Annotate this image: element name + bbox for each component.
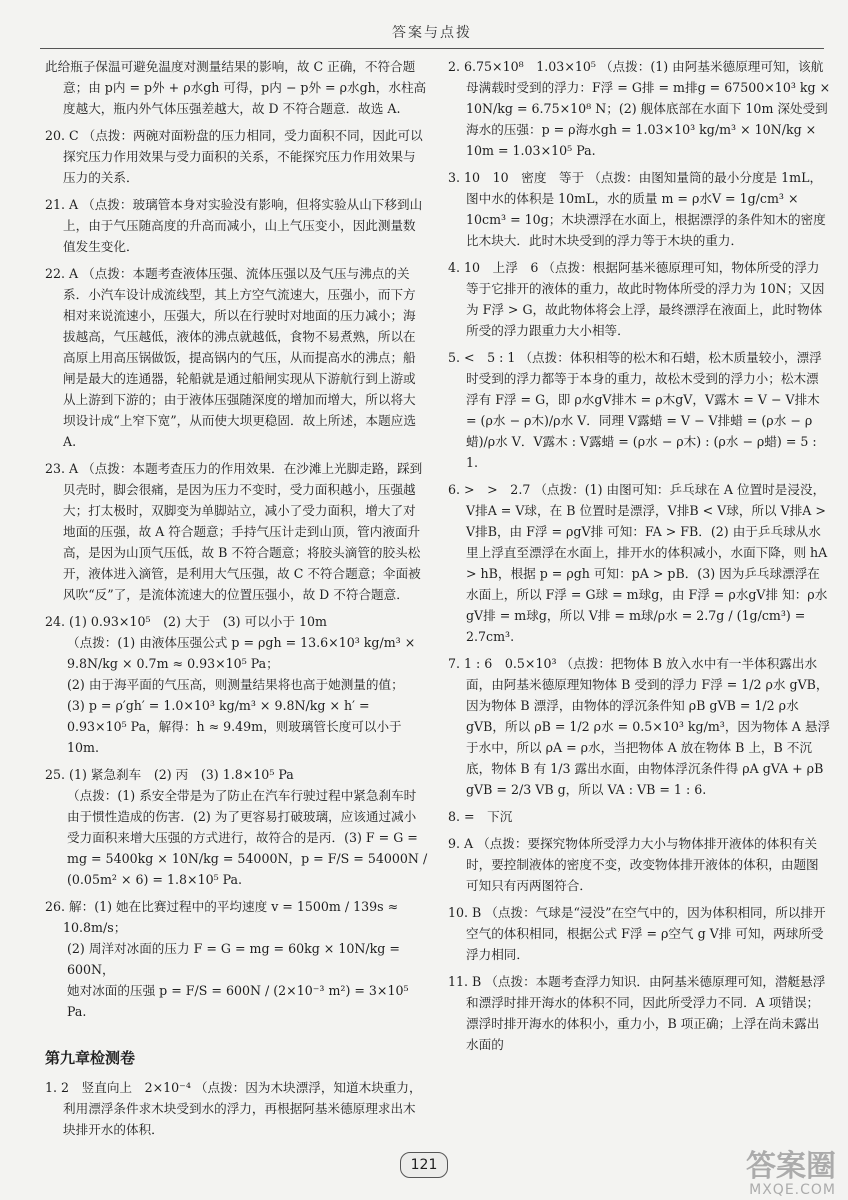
answer-explanation: (2) 由于海平面的气压高，则测量结果将也高于她测量的值；	[67, 677, 404, 692]
answer-explanation: （点拨：(1) 由液体压强公式 p = ρgh = 13.6×10³ kg/m³ × 9.8N/kg × 0.7m ≈ 0.93×10⁵ Pa；	[67, 635, 416, 671]
watermark-logo	[746, 1149, 836, 1198]
right-answer-list	[448, 56, 831, 1055]
answer-text: 3. 10 10 密度 等于 （点拨：由图知量筒的最小分度是 1mL，图中水的体积是 10mL，水的质量 m = ρ水V = 1g/cm³ × 10cm³ = 10g；木块漂浮在水面上，根据漂浮的条件知木的密度比木块大．此时木块受到的浮力等于木块的重力．	[448, 170, 826, 248]
watermark-text: 答案圈	[746, 1149, 836, 1184]
answer-item	[448, 167, 831, 251]
answer-item	[448, 257, 831, 341]
answer-text: 7. 1 : 6 0.5×10³ （点拨：把物体 B 放入水中有一半体积露出水面，由阿基米德原理知物体 B 受到的浮力 F浮 = 1/2 ρ水 gVB，因为物体 B 漂浮，由物体的浮沉条件知 ρB gVB = 1/2 ρ水 gVB，所以 ρB = 1/2 ρ水 = 0.5×10³ kg/m³，因为物体 A 悬浮于水中，所以 ρA = ρ水，当把物体 A 放在物体 B 上，B 不沉底，物体 B 有 1/3 露出水面，由物体浮沉条件得 ρA gVA + ρB gVB = 2/3 VB g，所以 VA : VB = 1 : 6.	[448, 656, 831, 797]
answer-item	[45, 896, 428, 1022]
answer-text: 26. 解：(1) 她在比赛过程中的平均速度 v = 1500m / 139s ≈ 10.8m/s；	[45, 899, 399, 935]
left-column	[45, 56, 428, 1146]
answer-text: 此给瓶子保温可避免温度对测量结果的影响，故 C 正确，不符合题意；由 p内 = p外 + ρ水gh 可得，p内 − p外 = ρ水gh，水柱高度越大，瓶内外气体压强差越大，故 D 不符合题意．故选 A.	[45, 59, 427, 116]
page-number: 121	[400, 1152, 449, 1178]
answer-item	[45, 125, 428, 188]
answer-text: 25. (1) 紧急刹车 (2) 丙 (3) 1.8×10⁵ Pa	[45, 767, 294, 782]
answer-text: 5. < 5 : 1 （点拨：体积相等的松木和石蜡，松木质量较小，漂浮时受到的浮力都等于本身的重力，故松木受到的浮力小；松木漂浮有 F浮 = G，即 ρ水gV排木 = ρ木gV，V露木 = V − V排木 = (ρ水 − ρ木)/ρ水 V．同理 V露蜡 = V − V排蜡 = (ρ水 − ρ蜡)/ρ水 V．V露木 : V露蜡 = (ρ水 − ρ木) : (ρ水 − ρ蜡) = 5 : 1.	[448, 350, 822, 470]
answer-text: 9. A （点拨：要探究物体所受浮力大小与物体排开液体的体积有关时，要控制液体的密度不变，改变物体排开液体的体积，由题图可知只有丙两图符合．	[448, 836, 819, 893]
watermark-url: MXQE.COM	[749, 1182, 836, 1198]
answer-item	[448, 902, 831, 965]
answer-text: 24. (1) 0.93×10⁵ (2) 大于 (3) 可以小于 10m	[45, 614, 327, 629]
answer-explanation: (2) 周洋对冰面的压力 F = G = mg = 60kg × 10N/kg = 600N，	[67, 941, 400, 977]
answer-text: 2. 6.75×10⁸ 1.03×10⁵ （点拨：(1) 由阿基米德原理可知，该航母满载时受到的浮力：F浮 = G排 = m排g = 67500×10³ kg × 10N/kg = 6.75×10⁸ N；(2) 舰体底部在水面下 10m 深处受到海水的压强：p = ρ海水gh = 1.03×10³ kg/m³ × 10N/kg × 10m = 1.03×10⁵ Pa.	[448, 59, 831, 158]
answer-text: 20. C （点拨：两碗对面粉盘的压力相同，受力面积不同，因此可以探究压力作用效果与受力面积的关系，不能探究压力作用效果与压力的关系．	[45, 128, 423, 185]
answer-text: 22. A （点拨：本题考查液体压强、流体压强以及气压与沸点的关系．小汽车设计成流线型，其上方空气流速大，压强小，而下方相对来说流速小，压强大，所以在行驶时对地面的压力减小；海拔越高，气压越低，液体的沸点就越低，食物不易煮熟，所以在高原上用高压锅做饭，提高锅内的气压，从而提高水的沸点；船闸是最大的连通器，轮船就是通过船闸实现从下游航行到上游或从上游到下游的；由于液体压强随深度的增加而增大，所以将大坝设计成“上窄下宽”，从而使大坝更稳固．故上所述，本题应选 A.	[45, 266, 416, 449]
answer-explanation: 她对冰面的压强 p = F/S = 600N / (2×10⁻³ m²) = 3×10⁵ Pa.	[67, 983, 409, 1019]
answer-item	[448, 806, 831, 827]
answer-item	[45, 458, 428, 605]
answer-item	[45, 56, 428, 119]
answer-text: 21. A （点拨：玻璃管本身对实验没有影响，但将实验从山下移到山上，由于气压随高度的升高而减小，山上气压变小，因此测量数值发生变化．	[45, 197, 423, 254]
answer-text: 1. 2 竖直向上 2×10⁻⁴ （点拨：因为木块漂浮，知道木块重力，利用漂浮条件求木块受到水的浮力，再根据阿基米德原理求出木块排开水的体积．	[45, 1080, 422, 1137]
answer-item	[448, 833, 831, 896]
answer-text: 6. > > 2.7 （点拨：(1) 由图可知：乒乓球在 A 位置时是浸没，V排A = V球，在 B 位置时是漂浮，V排B < V球，所以 V排A > V排B，由 F浮 = ρgV排 可知：FA > FB．(2) 由于乒乓球从水里上浮直至漂浮在水面上，排开水的体积减小，水面下降，则 hA > hB，根据 p = ρgh 可知：pA > pB．(3) 因为乒乓球漂浮在水面上，所以 F浮 = G球 = m球g，由 F浮 = ρ水gV排 知：ρ水gV排 = m球g，所以 V排 = m球/ρ水 = 2.7g / (1g/cm³) = 2.7cm³.	[448, 482, 828, 644]
header-title: 答案与点拨	[392, 25, 472, 41]
answer-explanation: (3) p = ρ′gh′ = 1.0×10³ kg/m³ × 9.8N/kg × h′ = 0.93×10⁵ Pa，解得：h ≈ 9.49m，则玻璃管长度可以小于 10m.	[67, 698, 402, 755]
chapter9-answer-list	[45, 1077, 428, 1140]
answer-item	[448, 971, 831, 1055]
answer-item	[45, 194, 428, 257]
section-title: 第九章检测卷	[45, 1049, 136, 1067]
page-footer	[0, 1152, 848, 1178]
answer-text: 23. A （点拨：本题考查压力的作用效果．在沙滩上光脚走路，踩到贝壳时，脚会很痛，是因为压力不变时，受力面积越小，压强越大；打太极时，双脚变为单脚站立，减小了受力面积，增大了对地面的压强，故 A 符合题意；手持气压计走到山顶，管内液面升高，是因为山顶气压低，故 B 不符合题意；将胶头滴管的胶头松开，液体进入滴管，是利用大气压强，故 C 不符合题意；伞面被风吹“反”了，是流体流速大的位置压强小，故 D 不符合题意．	[45, 461, 423, 602]
answer-text: 4. 10 上浮 6 （点拨：根据阿基米德原理可知，物体所受的浮力等于它排开的液体的重力，故此时物体所受的浮力为 10N；又因为 F浮 > G，故此物体将会上浮，最终漂浮在液面上，此时物体所受的浮力跟重力大小相等．	[448, 260, 825, 338]
answer-text: 11. B （点拨：本题考查浮力知识．由阿基米德原理可知，潜艇悬浮和漂浮时排开海水的体积不同，因此所受浮力不同．A 项错误；漂浮时排开海水的体积小，重力小，B 项正确；上浮在尚未露出水面的	[448, 974, 826, 1052]
answer-text: 8. = 下沉	[448, 809, 513, 824]
answer-text: 10. B （点拨：气球是“浸没”在空气中的，因为体积相同，所以排开空气的体积相同，根据公式 F浮 = ρ空气 g V排 可知，两球所受浮力相同．	[448, 905, 826, 962]
right-column	[448, 56, 831, 1061]
answer-item	[45, 764, 428, 890]
answer-item	[448, 479, 831, 647]
page-header	[40, 22, 824, 49]
answer-explanation: （点拨：(1) 系安全带是为了防止在汽车行驶过程中紧急刹车时由于惯性造成的伤害．(2) 为了更容易打破玻璃，应该通过减小受力面积来增大压强的方式进行，故符合的是丙．(3) F = G = mg = 5400kg × 10N/kg = 54000N，p = F/S = 54000N / (0.05m² × 6) = 1.8×10⁵ Pa.	[67, 788, 428, 887]
left-answer-list	[45, 56, 428, 1022]
answer-item	[448, 347, 831, 473]
answer-item	[448, 56, 831, 161]
answer-item	[45, 263, 428, 452]
answer-item	[45, 1077, 428, 1140]
answer-item	[45, 611, 428, 758]
answer-item	[448, 653, 831, 800]
